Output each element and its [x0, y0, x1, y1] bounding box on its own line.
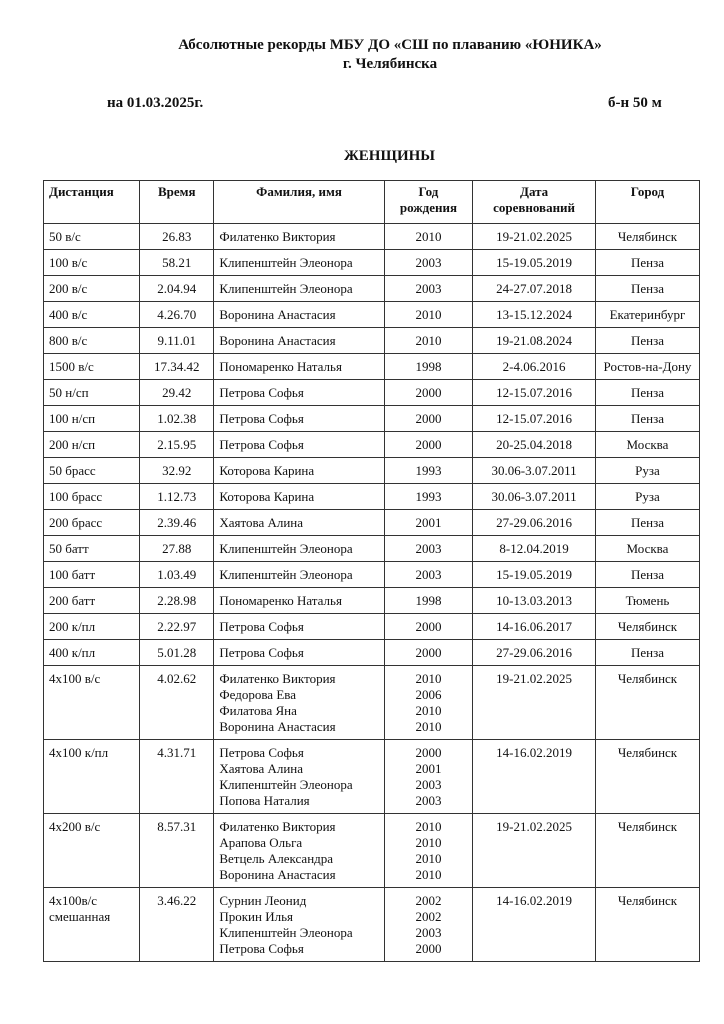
cell-city: Тюмень: [595, 588, 699, 614]
cell-birth-year-line: 2010: [415, 819, 442, 834]
cell-time: 17.34.42: [140, 354, 214, 380]
table-header-row: [44, 181, 700, 224]
cell-distance: [44, 406, 140, 432]
cell-birth-year: [384, 614, 472, 640]
cell-birth-year-line: 2010: [415, 307, 442, 322]
cell-athlete-name-line: Сурнин Леонид: [219, 893, 307, 908]
cell-distance: [44, 536, 140, 562]
records-table: [43, 180, 700, 962]
cell-birth-year-line: 2003: [415, 255, 442, 270]
cell-birth-year-line: 1993: [415, 463, 442, 478]
cell-distance-line: 50 брасс: [49, 463, 96, 478]
header-distance: Дистанция: [44, 181, 140, 224]
cell-city: Руза: [595, 484, 699, 510]
cell-athlete-name: [214, 432, 384, 458]
header-birth-year-line1: Год: [418, 184, 439, 199]
cell-athlete-name-line: Ветцель Александра: [219, 851, 334, 866]
cell-distance-line: 1500 в/с: [49, 359, 94, 374]
cell-athlete-name-line: Воронина Анастасия: [219, 307, 336, 322]
cell-time: 9.11.01: [140, 328, 214, 354]
cell-competition-date: 19-21.02.2025: [473, 814, 596, 888]
cell-birth-year-line: 1998: [415, 593, 442, 608]
cell-city: Екатеринбург: [595, 302, 699, 328]
cell-birth-year: [384, 536, 472, 562]
table-row: [44, 666, 700, 740]
cell-birth-year: [384, 432, 472, 458]
cell-city: Пенза: [595, 562, 699, 588]
cell-birth-year-line: 2000: [415, 941, 442, 956]
table-row: [44, 380, 700, 406]
cell-athlete-name-line: Петрова Софья: [219, 941, 304, 956]
cell-birth-year-line: 2001: [415, 515, 442, 530]
cell-competition-date: 12-15.07.2016: [473, 406, 596, 432]
cell-athlete-name: [214, 888, 384, 962]
cell-birth-year: [384, 484, 472, 510]
table-row: [44, 484, 700, 510]
cell-distance: [44, 458, 140, 484]
cell-distance: [44, 666, 140, 740]
table-row: [44, 510, 700, 536]
cell-competition-date: 24-27.07.2018: [473, 276, 596, 302]
cell-birth-year-line: 2002: [415, 893, 442, 908]
cell-athlete-name-line: Петрова Софья: [219, 745, 304, 760]
cell-distance-line: 100 в/с: [49, 255, 88, 270]
cell-birth-year: [384, 510, 472, 536]
document-subtitle-city: г. Челябинска: [342, 56, 438, 72]
cell-distance-line: 400 в/с: [49, 307, 88, 322]
cell-city: Челябинск: [595, 224, 699, 250]
cell-distance-line: 200 в/с: [49, 281, 88, 296]
cell-birth-year-line: 2003: [415, 925, 442, 940]
cell-distance-line: 200 н/сп: [49, 437, 96, 452]
table-row: [44, 614, 700, 640]
cell-distance-line: 4х100 к/пл: [49, 745, 109, 760]
header-birth-year: [384, 181, 472, 224]
cell-competition-date: 14-16.02.2019: [473, 740, 596, 814]
cell-athlete-name: [214, 354, 384, 380]
cell-birth-year: [384, 406, 472, 432]
cell-athlete-name-line: Филатова Яна: [219, 703, 297, 718]
cell-birth-year-line: 2010: [415, 703, 442, 718]
cell-distance: [44, 224, 140, 250]
cell-distance-line: 200 батт: [49, 593, 96, 608]
cell-athlete-name-line: Филатенко Виктория: [219, 671, 336, 686]
cell-athlete-name-line: Которова Карина: [219, 489, 315, 504]
cell-birth-year: [384, 588, 472, 614]
cell-time: 4.31.71: [140, 740, 214, 814]
cell-athlete-name-line: Воронина Анастасия: [219, 867, 336, 882]
cell-competition-date: 19-21.02.2025: [473, 666, 596, 740]
cell-athlete-name-line: Хаятова Алина: [219, 515, 304, 530]
cell-time: 2.39.46: [140, 510, 214, 536]
cell-athlete-name-line: Петрова Софья: [219, 385, 304, 400]
cell-athlete-name-line: Клипенштейн Элеонора: [219, 255, 353, 270]
cell-birth-year: [384, 458, 472, 484]
cell-distance-line: 800 в/с: [49, 333, 88, 348]
cell-distance: [44, 250, 140, 276]
cell-birth-year-line: 2010: [415, 851, 442, 866]
cell-time: 58.21: [140, 250, 214, 276]
cell-birth-year-line: 2010: [415, 835, 442, 850]
cell-city: Пенза: [595, 380, 699, 406]
cell-birth-year-line: 2010: [415, 719, 442, 734]
cell-city: Челябинск: [595, 888, 699, 962]
cell-athlete-name: [214, 740, 384, 814]
table-row: [44, 224, 700, 250]
cell-athlete-name: [214, 458, 384, 484]
cell-athlete-name: [214, 380, 384, 406]
cell-distance-line: 200 брасс: [49, 515, 103, 530]
cell-birth-year: [384, 328, 472, 354]
cell-athlete-name-line: Петрова Софья: [219, 619, 304, 634]
cell-time: 1.02.38: [140, 406, 214, 432]
cell-distance: [44, 302, 140, 328]
table-row: [44, 432, 700, 458]
cell-distance: [44, 562, 140, 588]
cell-birth-year: [384, 888, 472, 962]
cell-competition-date: 14-16.06.2017: [473, 614, 596, 640]
cell-time: 3.46.22: [140, 888, 214, 962]
cell-distance-line: 400 к/пл: [49, 645, 96, 660]
cell-athlete-name: [214, 276, 384, 302]
cell-athlete-name-line: Петрова Софья: [219, 437, 304, 452]
cell-birth-year-line: 1993: [415, 489, 442, 504]
header-competition-date-line1: Дата: [520, 184, 549, 199]
cell-time: 8.57.31: [140, 814, 214, 888]
cell-athlete-name-line: Клипенштейн Элеонора: [219, 541, 353, 556]
table-row: [44, 354, 700, 380]
cell-distance: [44, 510, 140, 536]
cell-birth-year-line: 2000: [415, 385, 442, 400]
cell-city: Пенза: [595, 640, 699, 666]
cell-time: 1.03.49: [140, 562, 214, 588]
cell-athlete-name: [214, 562, 384, 588]
cell-time: 2.22.97: [140, 614, 214, 640]
cell-competition-date: 15-19.05.2019: [473, 562, 596, 588]
cell-competition-date: 27-29.06.2016: [473, 510, 596, 536]
cell-birth-year-line: 2000: [415, 745, 442, 760]
cell-time: 2.28.98: [140, 588, 214, 614]
cell-birth-year: [384, 562, 472, 588]
cell-athlete-name: [214, 302, 384, 328]
document-title: Абсолютные рекорды МБУ ДО «СШ по плаванию «ЮНИКА»: [178, 37, 602, 53]
cell-competition-date: 20-25.04.2018: [473, 432, 596, 458]
table-row: [44, 740, 700, 814]
cell-birth-year-line: 1998: [415, 359, 442, 374]
cell-city: Москва: [595, 536, 699, 562]
cell-city: Москва: [595, 432, 699, 458]
table-row: [44, 328, 700, 354]
cell-time: 1.12.73: [140, 484, 214, 510]
cell-athlete-name-line: Воронина Анастасия: [219, 333, 336, 348]
cell-athlete-name: [214, 640, 384, 666]
cell-distance: [44, 640, 140, 666]
cell-distance-line: 50 в/с: [49, 229, 81, 244]
cell-athlete-name-line: Клипенштейн Элеонора: [219, 567, 353, 582]
cell-time: 2.04.94: [140, 276, 214, 302]
cell-competition-date: 13-15.12.2024: [473, 302, 596, 328]
pool-length: б-н 50 м: [608, 95, 662, 111]
cell-birth-year-line: 2001: [415, 761, 442, 776]
header-time: Время: [140, 181, 214, 224]
cell-birth-year-line: 2006: [415, 687, 442, 702]
cell-distance-line: 100 н/сп: [49, 411, 96, 426]
header-competition-date-line2: соревнований: [493, 200, 576, 215]
cell-distance: [44, 814, 140, 888]
cell-birth-year-line: 2003: [415, 567, 442, 582]
records-date: на 01.03.2025г.: [107, 95, 204, 111]
cell-distance: [44, 276, 140, 302]
cell-athlete-name-line: Петрова Софья: [219, 645, 304, 660]
cell-athlete-name-line: Клипенштейн Элеонора: [219, 777, 353, 792]
cell-distance: [44, 354, 140, 380]
cell-athlete-name: [214, 666, 384, 740]
cell-distance: [44, 432, 140, 458]
cell-competition-date: 27-29.06.2016: [473, 640, 596, 666]
cell-distance: [44, 484, 140, 510]
cell-athlete-name-line: Арапова Ольга: [219, 835, 303, 850]
cell-distance-line: 50 н/сп: [49, 385, 89, 400]
cell-city: Челябинск: [595, 614, 699, 640]
cell-athlete-name: [214, 250, 384, 276]
cell-competition-date: 12-15.07.2016: [473, 380, 596, 406]
cell-athlete-name-line: Филатенко Виктория: [219, 819, 336, 834]
cell-time: 2.15.95: [140, 432, 214, 458]
cell-time: 26.83: [140, 224, 214, 250]
cell-birth-year-line: 2000: [415, 645, 442, 660]
cell-distance-line: 100 батт: [49, 567, 96, 582]
cell-birth-year-line: 2000: [415, 619, 442, 634]
cell-birth-year-line: 2002: [415, 909, 442, 924]
cell-birth-year: [384, 380, 472, 406]
cell-athlete-name: [214, 536, 384, 562]
cell-athlete-name-line: Хаятова Алина: [219, 761, 304, 776]
cell-time: 32.92: [140, 458, 214, 484]
table-row: [44, 250, 700, 276]
cell-athlete-name: [214, 328, 384, 354]
cell-city: Руза: [595, 458, 699, 484]
header-birth-year-line2: рождения: [399, 200, 458, 215]
cell-athlete-name-line: Которова Карина: [219, 463, 315, 478]
cell-distance-line: смешанная: [49, 909, 111, 924]
cell-birth-year: [384, 302, 472, 328]
table-row: [44, 562, 700, 588]
cell-athlete-name: [214, 224, 384, 250]
cell-athlete-name-line: Попова Наталия: [219, 793, 310, 808]
cell-city: Челябинск: [595, 666, 699, 740]
table-row: [44, 458, 700, 484]
cell-birth-year: [384, 640, 472, 666]
cell-birth-year: [384, 250, 472, 276]
cell-distance-line: 4х200 в/с: [49, 819, 101, 834]
cell-birth-year: [384, 814, 472, 888]
cell-athlete-name: [214, 814, 384, 888]
cell-birth-year-line: 2003: [415, 281, 442, 296]
cell-birth-year-line: 2010: [415, 333, 442, 348]
cell-athlete-name-line: Клипенштейн Элеонора: [219, 281, 353, 296]
cell-athlete-name-line: Петрова Софья: [219, 411, 304, 426]
cell-athlete-name-line: Клипенштейн Элеонора: [219, 925, 353, 940]
table-row: [44, 588, 700, 614]
cell-city: Пенза: [595, 250, 699, 276]
cell-birth-year-line: 2003: [415, 793, 442, 808]
cell-competition-date: 19-21.08.2024: [473, 328, 596, 354]
cell-athlete-name-line: Филатенко Виктория: [219, 229, 336, 244]
cell-competition-date: 30.06-3.07.2011: [473, 458, 596, 484]
cell-birth-year-line: 2003: [415, 541, 442, 556]
cell-birth-year-line: 2010: [415, 671, 442, 686]
cell-distance: [44, 888, 140, 962]
section-title: ЖЕНЩИНЫ: [343, 148, 436, 164]
cell-birth-year: [384, 224, 472, 250]
table-row: [44, 302, 700, 328]
cell-athlete-name: [214, 614, 384, 640]
cell-city: Пенза: [595, 276, 699, 302]
table-row: [44, 406, 700, 432]
cell-athlete-name: [214, 484, 384, 510]
cell-distance-line: 100 брасс: [49, 489, 103, 504]
cell-city: Пенза: [595, 406, 699, 432]
cell-athlete-name-line: Пономаренко Наталья: [219, 359, 342, 374]
cell-competition-date: 10-13.03.2013: [473, 588, 596, 614]
cell-birth-year: [384, 740, 472, 814]
cell-competition-date: 2-4.06.2016: [473, 354, 596, 380]
cell-city: Челябинск: [595, 740, 699, 814]
cell-time: 4.26.70: [140, 302, 214, 328]
cell-birth-year: [384, 354, 472, 380]
cell-birth-year: [384, 666, 472, 740]
cell-athlete-name: [214, 588, 384, 614]
cell-distance: [44, 588, 140, 614]
cell-time: 4.02.62: [140, 666, 214, 740]
cell-athlete-name-line: Прокин Илья: [219, 909, 293, 924]
cell-athlete-name-line: Пономаренко Наталья: [219, 593, 342, 608]
cell-birth-year: [384, 276, 472, 302]
cell-city: Ростов-на-Дону: [595, 354, 699, 380]
cell-time: 27.88: [140, 536, 214, 562]
cell-distance-line: 200 к/пл: [49, 619, 96, 634]
cell-competition-date: 14-16.02.2019: [473, 888, 596, 962]
cell-time: 5.01.28: [140, 640, 214, 666]
cell-distance: [44, 614, 140, 640]
table-row: [44, 888, 700, 962]
cell-competition-date: 15-19.05.2019: [473, 250, 596, 276]
cell-birth-year-line: 2010: [415, 867, 442, 882]
header-competition-date: [473, 181, 596, 224]
cell-athlete-name: [214, 510, 384, 536]
cell-birth-year-line: 2010: [415, 229, 442, 244]
table-row: [44, 536, 700, 562]
table-row: [44, 814, 700, 888]
cell-birth-year-line: 2003: [415, 777, 442, 792]
header-name: Фамилия, имя: [214, 181, 384, 224]
cell-competition-date: 30.06-3.07.2011: [473, 484, 596, 510]
cell-distance-line: 4х100 в/с: [49, 671, 101, 686]
cell-distance: [44, 740, 140, 814]
cell-time: 29.42: [140, 380, 214, 406]
cell-city: Пенза: [595, 510, 699, 536]
cell-athlete-name-line: Воронина Анастасия: [219, 719, 336, 734]
cell-distance-line: 50 батт: [49, 541, 89, 556]
cell-city: Челябинск: [595, 814, 699, 888]
table-row: [44, 640, 700, 666]
cell-athlete-name: [214, 406, 384, 432]
cell-competition-date: 19-21.02.2025: [473, 224, 596, 250]
cell-birth-year-line: 2000: [415, 411, 442, 426]
cell-distance: [44, 328, 140, 354]
table-row: [44, 276, 700, 302]
header-city: Город: [595, 181, 699, 224]
cell-competition-date: 8-12.04.2019: [473, 536, 596, 562]
cell-distance: [44, 380, 140, 406]
cell-distance-line: 4х100в/с: [49, 893, 98, 908]
cell-city: Пенза: [595, 328, 699, 354]
records-table-body: [44, 224, 700, 962]
cell-birth-year-line: 2000: [415, 437, 442, 452]
cell-athlete-name-line: Федорова Ева: [219, 687, 296, 702]
